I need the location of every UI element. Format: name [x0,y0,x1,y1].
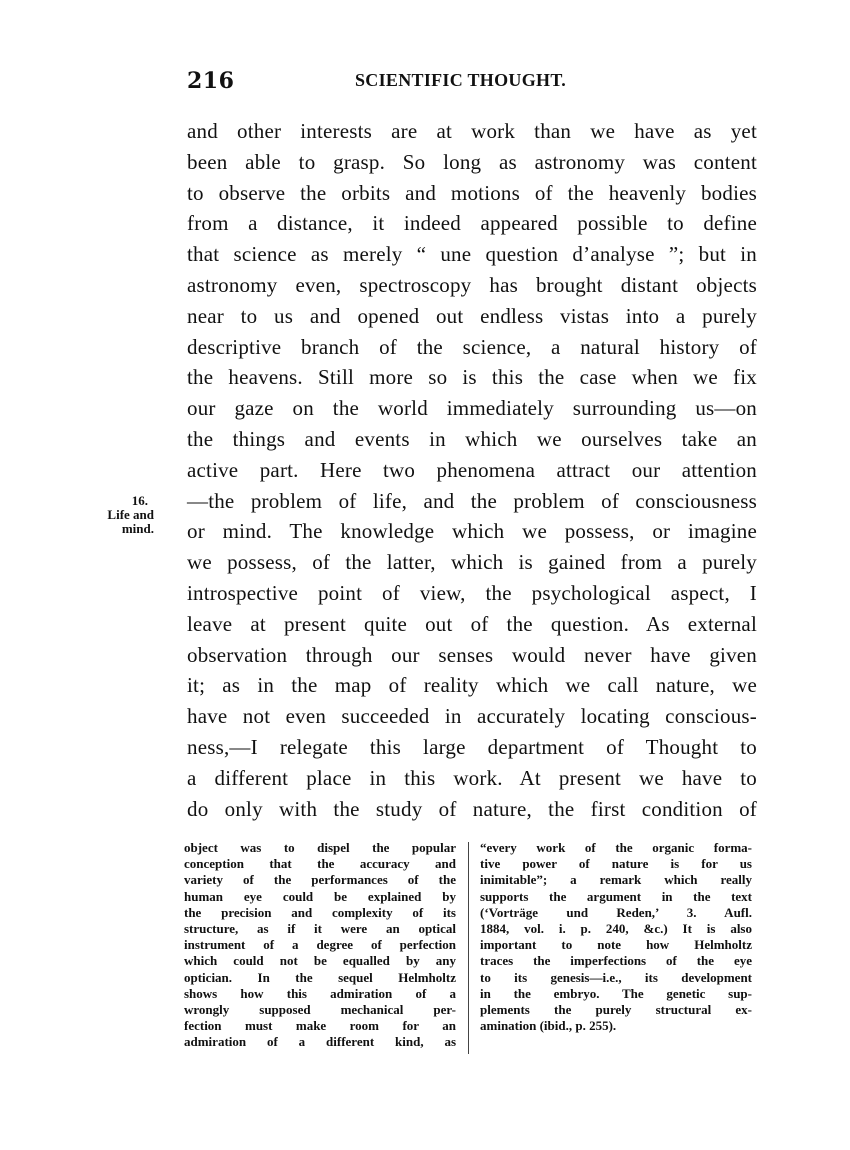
text-line: to observe the orbits and motions of the heavenly bodies [187,180,757,205]
section-number: 16. [131,493,148,508]
footnote-line: human eye could be explained by [184,888,456,904]
text-line: introspective point of view, the psychological aspect, I [187,580,757,605]
text-line: we possess, of the latter, which is gained from a purely [187,550,757,575]
footnote-line: traces the imperfections of the eye [480,953,752,969]
footnote-line: variety of the performances of the [184,872,456,888]
footnote-line: inimitable”; a remark which really [480,872,752,888]
footnote-line: instrument of a degree of perfection [184,937,456,953]
footnote-line: important to note how Helmholtz [480,937,752,953]
text-line: from a distance, it indeed appeared possible to define [187,211,757,236]
footnote-line: to its genesis—i.e., its development [480,969,752,985]
text-line: and other interests are at work than we have as yet [187,119,757,143]
text-line: leave at present quite out of the question. As external [187,611,757,636]
column-divider [468,842,469,1054]
text-line: astronomy even, spectroscopy has brought distant objects [187,272,757,297]
footnote-line: plements the purely structural ex- [480,1001,752,1017]
text-line: —the problem of life, and the problem of consciousness [187,488,757,513]
text-line: the heavens. Still more so is this the case when we fix [187,365,757,390]
page-header [187,68,757,98]
running-title: SCIENTIFIC THOUGHT. [355,70,567,90]
text-line: have not even succeeded in accurately locating conscious- [187,704,757,729]
footnote-line: tive power of nature is for us [480,856,752,872]
text-line: observation through our senses would never have given [187,642,757,667]
footnote-line: shows how this admiration of a [184,985,456,1001]
text-line: our gaze on the world immediately surrounding us—on [187,396,757,421]
footnote-line: admiration of a different kind, as [184,1034,456,1050]
footnote-line: supports the argument in the text [480,888,752,904]
margin-note [84,494,154,536]
text-line: it; as in the map of reality which we call nature, we [187,673,757,698]
footnote-line: which could not be equalled by any [184,953,456,969]
footnote-line: “every work of the organic forma- [480,840,752,855]
text-line: near to us and opened out endless vistas into a purely [187,303,757,328]
footnote-line: amination (ibid., p. 255). [480,1018,617,1034]
margin-note-line: Life and [107,507,154,522]
footnote-line: in the embryo. The genetic sup- [480,985,752,1001]
text-line: ness,—I relegate this large department of Thought to [187,734,757,759]
footnotes [184,840,759,1080]
footnote-line: 1884, vol. i. p. 240, &c.) It is also [480,920,752,936]
text-line: the things and events in which we ourselves take an [187,426,757,451]
text-line: descriptive branch of the science, a natural history of [187,334,757,359]
text-line: do only with the study of nature, the first condition of [187,796,757,821]
footnote-line: the precision and complexity of its [184,904,456,920]
text-line: or mind. The knowledge which we possess, or imagine [187,519,757,544]
margin-note-line: mind. [121,521,154,536]
footnote-line: object was to dispel the popular [184,840,456,855]
footnote-line: (‘Vorträge und Reden,’ 3. Aufl. [480,904,752,920]
main-text [187,116,757,824]
text-line: active part. Here two phenomena attract our attention [187,457,757,482]
footnote-line: wrongly supposed mechanical per- [184,1001,456,1017]
footnote-line: conception that the accuracy and [184,856,456,872]
text-line: been able to grasp. So long as astronomy was content [187,149,757,174]
footnote-column-left [184,840,456,1050]
footnote-line: structure, as if it were an optical [184,920,456,936]
text-line: a different place in this work. At present we have to [187,765,757,790]
footnote-column-right [480,840,752,1034]
page-number: 216 [187,68,235,94]
footnote-line: fection must make room for an [184,1018,456,1034]
footnote-line: optician. In the sequel Helmholtz [184,969,456,985]
text-line: that science as merely “ une question d’analyse ”; but in [187,242,757,267]
